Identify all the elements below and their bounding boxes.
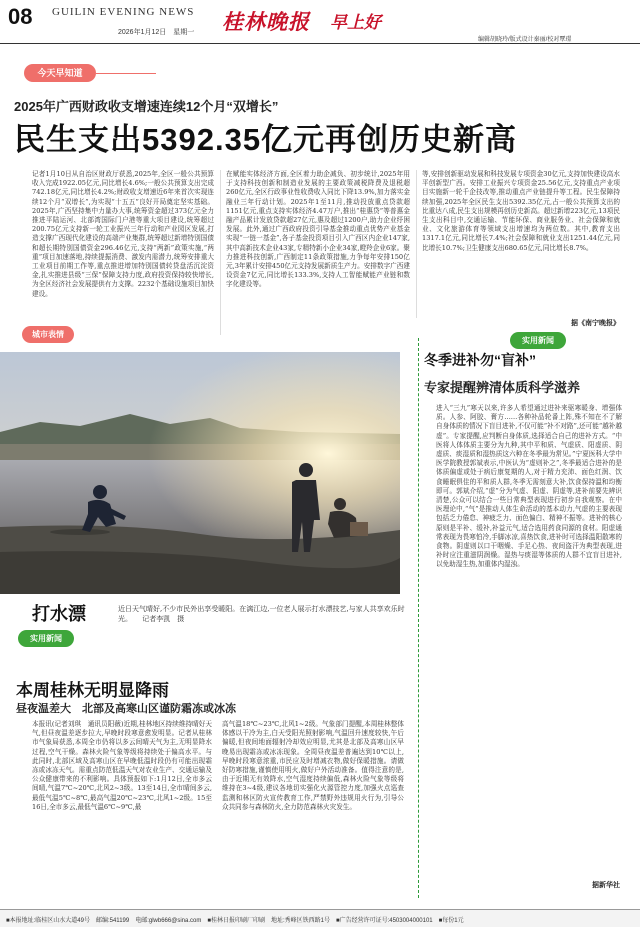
weather-text: 高气温18℃~23℃,北风1~2级。气象部门提醒,本周桂林整体体感以干冷为主,白天受阳光照射影响,气温回升速度较快,午后偏暖,但夜间地面辐射冷却效应明显,尤其是北部及高寒山区早晚易出现霜冻或冰冻现象。全周昼夜温差普遍达到10℃以上,早晚时段寒意浓重,市民应及时增减衣物,做好保暖措施。请做好防寒措施,谨慎使用明火,做好户外活动准备。值得注意的是,由于近期无有效降水,空气湿度持续偏低,森林火险气象等级将维持在3~4级,建议各地切实强化火源管控力度,加强火点巡查监测和林区防火宣传教育工作,严禁野外违规用火行为,引导公众共同参与森林防火,全力防范森林火灾发生。 (222, 720, 404, 811)
article-column-3 (422, 170, 620, 316)
column-divider (416, 170, 417, 318)
article-column-1 (32, 170, 214, 335)
tag-rule (96, 73, 156, 74)
editors-line: 编辑胡晓玲/版式设计秦丽/校对覃璟 (478, 37, 572, 43)
article-column-2 (226, 170, 410, 335)
article-headline: 民生支出5392.35亿元再创历史新高 (14, 122, 518, 157)
weather-headline: 本周桂林无明显降雨 (16, 681, 169, 700)
article-source: 据《南宁晚报》 (571, 320, 620, 327)
article-subhead: 2025年广西财政收支增速连续12个月“双增长” (14, 99, 279, 114)
health-column (436, 404, 622, 858)
section-tag-health: 实用新闻 (510, 332, 566, 349)
weather-column-1 (32, 720, 212, 904)
column-divider (220, 170, 221, 335)
health-source: 据新华社 (592, 882, 620, 889)
photo-title: 打水漂 (32, 604, 86, 624)
page-number: 08 (8, 4, 33, 29)
paper-name: GUILIN EVENING NEWS (52, 6, 195, 18)
river-photo-illustration (0, 352, 400, 594)
article-text: 等,安排创新驱动发展和科技发展专项资金30亿元,支持加快建设高水平创新型广西。安排工业振兴专项资金25.56亿元,支持重点产业项目实施新一轮千企技改等,推动重点产业链提升等工程。民生保障持续加强,2025年全区民生支出5392.35亿元,占一般公共预算支出的比重达八成,民生支出规模再创历史新高。超过新增223亿元,13项民生支出科目中,交通运输、节能环保、商业服务业、社会保障和就业、文化旅游体育等领域支出增速均为两位数。其中,教育支出1317.1亿元,同比增长7.4%;社会保障和就业支出1251.44亿元,同比增长10.7%;卫生健康支出680.65亿元,同比增长8.7%。 (422, 170, 620, 252)
article-text: 记者1月10日从自治区财政厅获悉,2025年,全区一般公共预算收入完成1922.05亿元,同比增长4.6%;一般公共预算支出完成742.18亿元,同比增长4.2%;财政收支增速近6年来首次实现连续12个月“双增长”,为实现“十五五”良好开局奠定坚实基础。2025年,广西坚持集中力量办大事,统筹资金超过373亿元全力推进平陆运河、北部湾国际门户港等重大项目建设,统筹超过200.75亿元支持新一轮工业振兴三年行动和产业园区发展,打造支撑广西现代化建设的高端产业集群,统筹超过新增特别国债和超长期特别国债资金296.46亿元,支持“两新”政策实施,“两重”项目加速落地,持续提振消费、激发内需潜力,统筹安排重大工业项目前期工作等,重点推进增加特别国债转贷盘活沉淀资金,扎实推进县级“三保”保障支持力度,政府投资保持较快增长,为全区经济社会发展提供有力支撑。2232个基础设施项目加快建设。 (32, 170, 214, 298)
brand-sub-logo: 早上好 (330, 13, 381, 33)
brand-logo: 桂林晚报 (222, 9, 310, 34)
section-tag-today: 今天早知道 (24, 64, 96, 82)
photo-caption-text: 近日天气晴好,不少市民外出享受暖阳。在漓江边,一位老人展示打水漂技艺,与家人共享欢乐时光。 (118, 605, 405, 623)
weather-subhead: 昼夜温差大 北部及高寒山区谨防霜冻或冰冻 (16, 703, 236, 715)
article-text: 在赋能实体经济方面,全区着力助企减负、初步统计,2025年用于支持科技创新和制造业发展的主要政策减税降费及退税超260亿元,全区行政事业性收费收入同比下降13.9%,加力落实金融业三年行动计划。2025年1至11月,推动投放重点贷款超1151亿元,重点支持实体经济4.47万户,推出“桂惠贷”等普惠金融产品累计发放贷款超27亿元,惠及超过1200户,助力企业纾困发展。此外,通过广西政府投资引导基金推动重点优势产业基金实现“一链一基金”,各子基金投资项目引入广西区内企业147家,其中高新技术企业43家,专精特新小企业34家,瞪羚企业6家。聚力推进科技创新,广西制定11条政策措施,力争每年安排150亿元,3年累计安排450亿元支持发展新质生产力。安排数字广西建设资金7亿元,同比增长133.3%,支持人工智能赋能产业链和数字化建设等。 (226, 170, 410, 289)
photo-caption (118, 604, 408, 624)
health-subhead: 专家提醒辨清体质科学滋养 (424, 380, 581, 395)
issue-date: 2026年1月12日 星期一 (118, 29, 195, 36)
section-tag-weather: 实用新闻 (18, 630, 74, 647)
page-footer: ■本报地址:临桂区山水大道49号 邮编:541199 电邮:glwb666@sina.com ■桂林日报印刷厂印刷 地址:秀峰区铁西路1号 ■广告经营许可证号:4503004000101 ■每份1元 (0, 909, 640, 927)
health-text: 进入“三九”寒天以来,许多人希望通过进补来驱寒暖身、增强体质。人参、阿胶、膏方……各种补品轮番上阵,殊不知在不了解自身体质的情况下盲目进补,不仅可能“补不对路”,还可能“越补越虚”。专家提醒,应判断自身体质,选择适合自己的进补方式。“中医将人体体质主要分为九种,其中平和质、气虚质、阳虚质、阴虚质、痰湿质和湿热质这六种在冬季最为常见。”宁夏医科大学中医学院教授郭斌表示,中医认为“虚则补之”,冬季最适合进补的是体质偏虚或处于病后康复期的人,对于精力充沛、面色红润、饮食睡眠俱佳的平和质人群,冬季无需刻意大补,饮食保持温和均衡即可。郭斌介绍,“虚”分为气虚、阳虚、阴虚等,进补前要先辨识清楚,公众可以结合一些日常典型表现进行初步自我观察。在中医理论中,“气”是推动人体生命活动的基本动力,气虚的主要表现包括乏力倦怠、神疲乏力、面色偏白、精神不振等。进补的核心原则是平补、缓补,补益元气,适合选用药食同源的食材。阳虚通常表现为畏寒怕冷,手脚冰凉,喜热饮食,进补时可选择温阳散寒的食物。阴虚则以口干咽燥、手足心热、夜间盗汗为典型表现,进补时应注重滋阴润燥。湿热与痰湿等体质的人群不宜盲目进补,以免助湿生热,加重体内湿浊。 (436, 404, 622, 569)
river-photo (0, 352, 400, 594)
weather-column-2 (222, 720, 404, 904)
weather-text: 本报讯(记者刘琪 通讯员阳薇)近期,桂林地区持续维持晴好天气,但昼夜温差逐步拉大,早晚时段寒意愈发明显。记者从桂林市气象局获悉,本周全市仍将以多云间晴天气为主,无明显降水过程,空气干燥。森林火险气象等级将持续处于偏高水平。与此同时,北部区域及高寒山区在早晚低温时段仍有可能出现霜冻或冰冻天气。需重点防范低温天气对农业生产、交通运输及公众健康带来的不利影响。具体预报如下:1月12日,全市多云间晴,气温7℃~20℃,北风2~3级。13至14日,全市晴间多云,最低气温5℃~8℃,最高气温20℃~23℃,北风1~2级。15至16日,全市多云,最低气温6℃~9℃,最 (32, 720, 212, 811)
health-headline: 冬季进补勿“盲补” (424, 352, 536, 368)
section-divider (418, 338, 419, 898)
photo-reporter: 记者李凯 摄 (142, 615, 185, 623)
section-tag-city: 城市表情 (22, 326, 74, 343)
